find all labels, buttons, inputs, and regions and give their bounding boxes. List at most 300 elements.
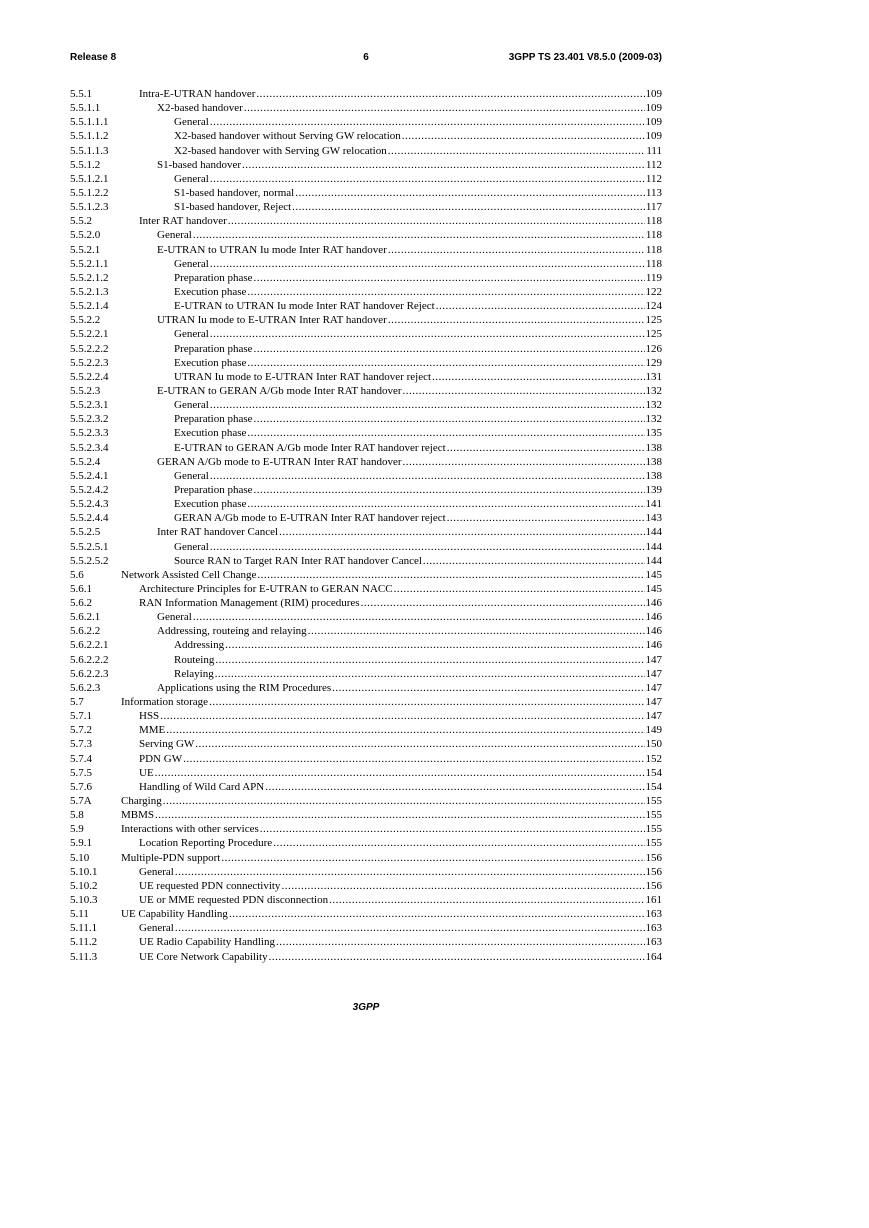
- toc-entry-page: 145: [645, 582, 662, 595]
- toc-dot-leader: [260, 822, 645, 836]
- toc-entry-title: General: [174, 116, 209, 129]
- toc-entry[interactable]: [70, 568, 662, 582]
- toc-entry-text: [157, 228, 662, 242]
- toc-dot-leader: [221, 851, 644, 865]
- toc-entry-number: 5.5.2.4.4: [70, 512, 109, 525]
- toc-entry-text: [174, 540, 662, 554]
- toc-entry-number: 5.5.2.1.4: [70, 300, 109, 313]
- toc-dot-leader: [210, 257, 645, 271]
- toc-entry[interactable]: [70, 356, 662, 370]
- toc-entry[interactable]: [70, 695, 662, 709]
- toc-entry-number: 5.7.3: [70, 738, 92, 751]
- toc-entry-number: 5.5.2.4.3: [70, 498, 109, 511]
- toc-entry[interactable]: [70, 271, 662, 285]
- toc-entry-text: [121, 822, 662, 836]
- toc-entry-page: 147: [645, 653, 662, 666]
- toc-entry-page: 132: [645, 413, 662, 426]
- toc-entry-text: [174, 356, 662, 370]
- toc-entry-number: 5.5.1.2.2: [70, 186, 109, 199]
- toc-entry-text: [139, 596, 662, 610]
- toc-entry-text: [139, 836, 662, 850]
- toc-entry-page: 152: [645, 752, 662, 765]
- toc-dot-leader: [247, 285, 644, 299]
- toc-entry-title: Execution phase: [174, 356, 247, 369]
- toc-entry-page: 111: [646, 144, 662, 157]
- toc-entry-title: S1-based handover: [157, 158, 242, 171]
- toc-dot-leader: [193, 610, 645, 624]
- toc-dot-leader: [254, 483, 645, 497]
- toc-entry-text: [139, 737, 662, 751]
- toc-entry-number: 5.5.2.2.2: [70, 342, 109, 355]
- toc-entry-page: 129: [645, 356, 662, 369]
- toc-entry-number: 5.5.2.3: [70, 384, 101, 397]
- toc-entry-page: 126: [645, 342, 662, 355]
- toc-entry-page: 141: [645, 498, 662, 511]
- toc-entry-number: 5.7.1: [70, 710, 92, 723]
- toc-entry-title: Preparation phase: [174, 271, 253, 284]
- toc-entry-text: [174, 271, 662, 285]
- toc-entry-page: 156: [645, 851, 662, 864]
- toc-entry[interactable]: [70, 893, 662, 907]
- toc-entry-page: 118: [645, 229, 662, 242]
- toc-entry-number: 5.7.6: [70, 780, 92, 793]
- toc-entry[interactable]: [70, 667, 662, 681]
- toc-entry-number: 5.5.2.1.3: [70, 285, 109, 298]
- toc-dot-leader: [228, 214, 645, 228]
- toc-entry[interactable]: [70, 115, 662, 129]
- toc-entry-page: 154: [645, 780, 662, 793]
- toc-dot-leader: [254, 412, 645, 426]
- toc-entry-text: [139, 893, 662, 907]
- toc-entry-text: [139, 723, 662, 737]
- toc-entry-number: 5.5.1.2.3: [70, 201, 109, 214]
- toc-dot-leader: [308, 624, 645, 638]
- toc-dot-leader: [225, 638, 644, 652]
- toc-entry[interactable]: [70, 723, 662, 737]
- toc-dot-leader: [254, 271, 645, 285]
- toc-entry[interactable]: [70, 851, 662, 865]
- toc-entry[interactable]: [70, 101, 662, 115]
- toc-entry-title: Preparation phase: [174, 483, 253, 496]
- toc-entry-title: Serving GW: [139, 738, 195, 751]
- toc-entry-text: [174, 370, 662, 384]
- page-footer: 3GPP: [352, 1002, 380, 1013]
- toc-entry[interactable]: [70, 342, 662, 356]
- toc-entry-page: 146: [645, 625, 662, 638]
- toc-entry-number: 5.5.2.2.1: [70, 328, 109, 341]
- toc-entry-number: 5.7.2: [70, 724, 92, 737]
- toc-entry-page: 155: [645, 809, 662, 822]
- toc-entry-text: [139, 950, 662, 964]
- toc-entry-number: 5.6.1: [70, 582, 92, 595]
- toc-entry-page: 118: [645, 215, 662, 228]
- toc-entry-number: 5.5.2.1.1: [70, 257, 109, 270]
- toc-entry-text: [157, 610, 662, 624]
- toc-entry[interactable]: [70, 299, 662, 313]
- toc-entry-text: [174, 667, 662, 681]
- toc-entry-number: 5.5.1.1.3: [70, 144, 109, 157]
- toc-entry-title: Multiple-PDN support: [121, 851, 221, 864]
- toc-entry-title: X2-based handover: [157, 102, 243, 115]
- toc-entry-number: 5.9.1: [70, 837, 92, 850]
- toc-entry-title: UE or MME requested PDN disconnection: [139, 894, 329, 907]
- toc-entry-title: Charging: [121, 795, 162, 808]
- toc-entry-title: Addressing, routeing and relaying: [157, 625, 307, 638]
- toc-entry-text: [121, 851, 662, 865]
- toc-dot-leader: [403, 384, 645, 398]
- toc-entry[interactable]: [70, 540, 662, 554]
- toc-entry-page: 113: [645, 186, 662, 199]
- toc-entry-text: [157, 384, 662, 398]
- toc-entry-text: [139, 780, 662, 794]
- toc-entry-page: 118: [645, 257, 662, 270]
- toc-entry[interactable]: [70, 469, 662, 483]
- toc-entry-page: 146: [645, 611, 662, 624]
- toc-entry[interactable]: [70, 243, 662, 257]
- toc-entry-text: [139, 709, 662, 723]
- toc-entry[interactable]: [70, 638, 662, 652]
- toc-entry-page: 125: [645, 314, 662, 327]
- toc-entry[interactable]: [70, 950, 662, 964]
- toc-entry-title: Network Assisted Cell Change: [121, 568, 257, 581]
- toc-entry-title: General: [157, 611, 192, 624]
- toc-entry-number: 5.5.2: [70, 215, 92, 228]
- toc-dot-leader: [210, 398, 645, 412]
- toc-entry-number: 5.5.1.1.2: [70, 130, 109, 143]
- toc-entry[interactable]: [70, 441, 662, 455]
- toc-entry[interactable]: [70, 455, 662, 469]
- toc-entry-page: 150: [645, 738, 662, 751]
- toc-entry-text: [139, 214, 662, 228]
- toc-entry-text: [174, 327, 662, 341]
- toc-entry-page: 145: [645, 568, 662, 581]
- toc-entry[interactable]: [70, 610, 662, 624]
- toc-dot-leader: [163, 794, 645, 808]
- toc-entry-text: [157, 681, 662, 695]
- toc-entry[interactable]: [70, 186, 662, 200]
- toc-entry[interactable]: [70, 87, 662, 101]
- toc-entry[interactable]: [70, 483, 662, 497]
- toc-entry-title: Execution phase: [174, 285, 247, 298]
- toc-entry-number: 5.5.2.5: [70, 526, 101, 539]
- toc-entry-page: 138: [645, 455, 662, 468]
- toc-entry[interactable]: [70, 525, 662, 539]
- toc-entry-title: General: [139, 865, 174, 878]
- toc-entry[interactable]: [70, 681, 662, 695]
- toc-entry-page: 155: [645, 823, 662, 836]
- toc-entry-text: [174, 342, 662, 356]
- toc-entry-number: 5.5.2.3.2: [70, 413, 109, 426]
- toc-entry-page: 109: [645, 102, 662, 115]
- toc-entry-page: 156: [645, 879, 662, 892]
- toc-entry-title: General: [174, 172, 209, 185]
- toc-dot-leader: [388, 243, 645, 257]
- toc-entry-text: [174, 299, 662, 313]
- toc-dot-leader: [244, 101, 645, 115]
- toc-dot-leader: [175, 921, 645, 935]
- toc-entry-title: MBMS: [121, 809, 155, 822]
- toc-entry-text: [121, 794, 662, 808]
- toc-entry[interactable]: [70, 228, 662, 242]
- toc-entry-number: 5.10.2: [70, 879, 98, 892]
- toc-entry[interactable]: [70, 412, 662, 426]
- toc-entry[interactable]: [70, 653, 662, 667]
- toc-entry-text: [121, 568, 662, 582]
- toc-entry-number: 5.5.2.3.3: [70, 427, 109, 440]
- toc-entry-number: 5.5.2.4.1: [70, 469, 109, 482]
- toc-entry[interactable]: [70, 398, 662, 412]
- toc-entry[interactable]: [70, 836, 662, 850]
- toc-entry[interactable]: [70, 172, 662, 186]
- toc-dot-leader: [209, 695, 644, 709]
- toc-entry-title: PDN GW: [139, 752, 183, 765]
- toc-entry-number: 5.11.1: [70, 922, 98, 935]
- toc-entry-page: 147: [645, 710, 662, 723]
- toc-entry-title: GERAN A/Gb mode to E-UTRAN Inter RAT handover reject: [174, 512, 446, 525]
- toc-entry-text: [157, 101, 662, 115]
- toc-entry-title: X2-based handover without Serving GW relocation: [174, 130, 401, 143]
- toc-entry-number: 5.6.2.2.2: [70, 653, 109, 666]
- table-of-contents: [70, 87, 662, 964]
- toc-entry-number: 5.11: [70, 908, 89, 921]
- toc-entry-title: General: [174, 257, 209, 270]
- toc-dot-leader: [193, 228, 645, 242]
- toc-entry-page: 109: [645, 130, 662, 143]
- toc-dot-leader: [215, 667, 645, 681]
- toc-entry-page: 147: [645, 696, 662, 709]
- toc-entry[interactable]: [70, 808, 662, 822]
- toc-entry-title: Execution phase: [174, 427, 247, 440]
- toc-entry-title: E-UTRAN to GERAN A/Gb mode Inter RAT handover: [157, 384, 402, 397]
- toc-entry-number: 5.7.5: [70, 766, 92, 779]
- toc-entry-text: [174, 497, 662, 511]
- toc-entry-page: 163: [645, 908, 662, 921]
- toc-entry-title: Preparation phase: [174, 342, 253, 355]
- toc-entry-title: UE: [139, 766, 154, 779]
- toc-entry[interactable]: [70, 780, 662, 794]
- toc-entry-number: 5.6.2.1: [70, 611, 101, 624]
- toc-entry[interactable]: [70, 596, 662, 610]
- spec-identifier: 3GPP TS 23.401 V8.5.0 (2009-03): [508, 52, 662, 63]
- toc-entry-number: 5.7.4: [70, 752, 92, 765]
- toc-entry-page: 149: [645, 724, 662, 737]
- toc-dot-leader: [447, 511, 645, 525]
- toc-entry[interactable]: [70, 921, 662, 935]
- toc-entry-page: 144: [645, 526, 662, 539]
- toc-entry-text: [121, 808, 662, 822]
- toc-entry[interactable]: [70, 313, 662, 327]
- toc-entry-title: Information storage: [121, 696, 209, 709]
- toc-entry-page: 139: [645, 483, 662, 496]
- toc-entry-title: Addressing: [174, 639, 225, 652]
- toc-entry-title: Inter RAT handover Cancel: [157, 526, 279, 539]
- toc-dot-leader: [292, 200, 645, 214]
- toc-entry-page: 161: [645, 894, 662, 907]
- toc-entry-number: 5.10.1: [70, 865, 98, 878]
- toc-entry-page: 119: [645, 271, 662, 284]
- toc-dot-leader: [254, 342, 645, 356]
- toc-dot-leader: [329, 893, 644, 907]
- toc-entry[interactable]: [70, 624, 662, 638]
- toc-entry-number: 5.5.2.1.2: [70, 271, 109, 284]
- toc-entry-number: 5.10.3: [70, 894, 98, 907]
- toc-entry-number: 5.7A: [70, 795, 92, 808]
- toc-entry-text: [157, 243, 662, 257]
- toc-entry-title: UTRAN Iu mode to E-UTRAN Inter RAT handover reject: [174, 370, 432, 383]
- toc-entry-page: 109: [645, 116, 662, 129]
- toc-entry-number: 5.6.2.2.3: [70, 667, 109, 680]
- toc-entry-number: 5.5.2.5.1: [70, 540, 109, 553]
- toc-entry-number: 5.6.2: [70, 597, 92, 610]
- toc-entry-text: [174, 115, 662, 129]
- toc-entry-number: 5.5.1.2: [70, 158, 101, 171]
- toc-entry-text: [121, 695, 662, 709]
- toc-entry-page: 147: [645, 667, 662, 680]
- toc-dot-leader: [175, 865, 645, 879]
- toc-entry-text: [174, 144, 662, 158]
- toc-entry-text: [174, 441, 662, 455]
- toc-entry[interactable]: [70, 554, 662, 568]
- toc-entry[interactable]: [70, 794, 662, 808]
- toc-entry[interactable]: [70, 766, 662, 780]
- toc-dot-leader: [279, 525, 644, 539]
- toc-entry-title: Interactions with other services: [121, 823, 259, 836]
- toc-entry[interactable]: [70, 737, 662, 751]
- toc-entry-title: E-UTRAN to UTRAN Iu mode Inter RAT handover: [157, 243, 387, 256]
- toc-entry-text: [139, 752, 662, 766]
- toc-entry-text: [174, 257, 662, 271]
- toc-entry-page: 112: [645, 158, 662, 171]
- toc-entry-number: 5.5.1.1: [70, 102, 101, 115]
- toc-entry-text: [139, 87, 662, 101]
- toc-entry-title: UE Core Network Capability: [139, 950, 268, 963]
- toc-dot-leader: [256, 87, 644, 101]
- toc-entry-text: [174, 653, 662, 667]
- toc-dot-leader: [183, 752, 644, 766]
- toc-entry-title: UTRAN Iu mode to E-UTRAN Inter RAT handover: [157, 314, 387, 327]
- toc-dot-leader: [210, 172, 645, 186]
- toc-entry-text: [174, 398, 662, 412]
- toc-entry[interactable]: [70, 709, 662, 723]
- toc-entry-title: S1-based handover, Reject: [174, 201, 292, 214]
- toc-entry-text: [157, 624, 662, 638]
- release-label: Release 8: [70, 52, 117, 63]
- toc-entry-text: [174, 469, 662, 483]
- toc-entry-page: 112: [645, 172, 662, 185]
- toc-entry-title: General: [174, 469, 209, 482]
- toc-entry-number: 5.5.2.5.2: [70, 554, 109, 567]
- toc-entry[interactable]: [70, 497, 662, 511]
- toc-entry-text: [174, 554, 662, 568]
- toc-entry-title: UE Capability Handling: [121, 908, 228, 921]
- toc-entry-title: General: [174, 399, 209, 412]
- toc-entry[interactable]: [70, 752, 662, 766]
- toc-entry-text: [157, 455, 662, 469]
- toc-entry-title: Applications using the RIM Procedures: [157, 681, 332, 694]
- toc-entry-title: Architecture Principles for E-UTRAN to GERAN NACC: [139, 582, 393, 595]
- toc-entry-page: 155: [645, 837, 662, 850]
- toc-entry-title: General: [174, 540, 209, 553]
- toc-dot-leader: [155, 808, 644, 822]
- toc-entry-title: General: [139, 922, 174, 935]
- toc-entry-text: [121, 907, 662, 921]
- toc-dot-leader: [388, 313, 645, 327]
- toc-entry-page: 146: [645, 597, 662, 610]
- toc-dot-leader: [432, 370, 644, 384]
- toc-entry-page: 124: [645, 300, 662, 313]
- toc-entry[interactable]: [70, 935, 662, 949]
- toc-dot-leader: [281, 879, 644, 893]
- toc-entry-number: 5.9: [70, 823, 84, 836]
- toc-entry-title: HSS: [139, 710, 160, 723]
- toc-dot-leader: [247, 426, 644, 440]
- toc-dot-leader: [210, 469, 645, 483]
- toc-entry[interactable]: [70, 158, 662, 172]
- toc-entry[interactable]: [70, 214, 662, 228]
- toc-entry[interactable]: [70, 129, 662, 143]
- toc-dot-leader: [210, 327, 645, 341]
- toc-entry-title: E-UTRAN to UTRAN Iu mode Inter RAT handover Reject: [174, 300, 435, 313]
- toc-entry[interactable]: [70, 879, 662, 893]
- toc-dot-leader: [229, 907, 645, 921]
- toc-entry-page: 163: [645, 936, 662, 949]
- toc-entry[interactable]: [70, 327, 662, 341]
- toc-entry-number: 5.10: [70, 851, 90, 864]
- toc-dot-leader: [195, 737, 644, 751]
- toc-entry-number: 5.6.2.2.1: [70, 639, 109, 652]
- toc-entry-title: General: [157, 229, 192, 242]
- toc-entry-title: MME: [139, 724, 166, 737]
- toc-entry-page: 155: [645, 795, 662, 808]
- toc-entry-number: 5.6.2.2: [70, 625, 101, 638]
- toc-entry[interactable]: [70, 384, 662, 398]
- toc-entry[interactable]: [70, 426, 662, 440]
- toc-entry[interactable]: [70, 370, 662, 384]
- toc-entry-title: UE requested PDN connectivity: [139, 879, 281, 892]
- toc-entry-number: 5.5.2.4: [70, 455, 101, 468]
- toc-entry[interactable]: [70, 907, 662, 921]
- page-number: 6: [363, 52, 369, 63]
- toc-entry-text: [157, 158, 662, 172]
- toc-entry-text: [174, 426, 662, 440]
- toc-entry-title: Source RAN to Target RAN Inter RAT handover Cancel: [174, 554, 422, 567]
- toc-entry[interactable]: [70, 822, 662, 836]
- toc-entry[interactable]: [70, 865, 662, 879]
- toc-dot-leader: [215, 653, 644, 667]
- toc-entry-page: 117: [645, 201, 662, 214]
- toc-entry-page: 144: [645, 540, 662, 553]
- toc-entry-page: 138: [645, 469, 662, 482]
- toc-entry[interactable]: [70, 257, 662, 271]
- toc-entry-page: 131: [645, 370, 662, 383]
- toc-entry-text: [174, 511, 662, 525]
- toc-entry-page: 163: [645, 922, 662, 935]
- toc-dot-leader: [388, 144, 646, 158]
- toc-entry-title: S1-based handover, normal: [174, 186, 295, 199]
- toc-entry-text: [139, 921, 662, 935]
- toc-entry[interactable]: [70, 144, 662, 158]
- toc-entry[interactable]: [70, 200, 662, 214]
- toc-entry-page: 132: [645, 384, 662, 397]
- toc-entry[interactable]: [70, 285, 662, 299]
- toc-entry[interactable]: [70, 582, 662, 596]
- toc-entry-number: 5.5.2.2.3: [70, 356, 109, 369]
- toc-entry-title: Preparation phase: [174, 413, 253, 426]
- toc-entry-text: [139, 879, 662, 893]
- toc-entry-title: RAN Information Management (RIM) procedures: [139, 597, 360, 610]
- toc-entry[interactable]: [70, 511, 662, 525]
- toc-entry-text: [157, 313, 662, 327]
